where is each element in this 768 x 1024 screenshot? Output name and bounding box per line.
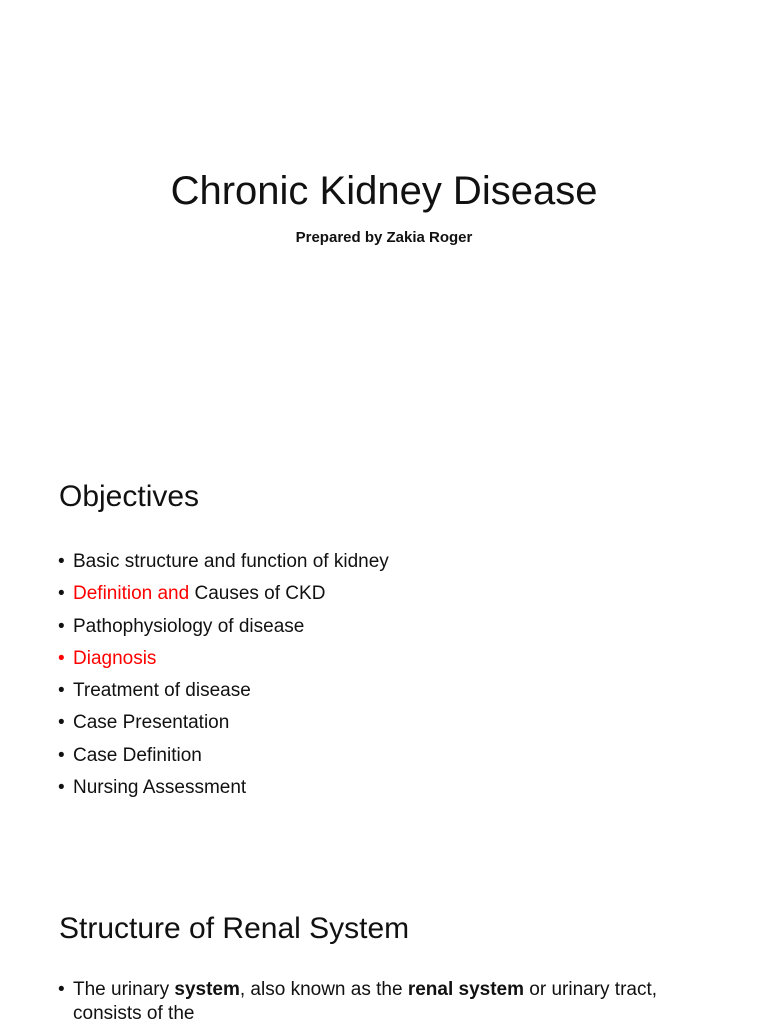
list-item <box>58 707 389 739</box>
bold-term: renal system <box>407 979 524 1000</box>
bullet-icon: • <box>58 979 65 1000</box>
objectives-list <box>58 546 389 804</box>
item-text: The urinary <box>73 979 175 1000</box>
list-item <box>58 978 718 1024</box>
presentation-title: Chronic Kidney Disease <box>170 169 598 213</box>
item-text: Treatment of disease <box>73 680 251 702</box>
presentation-subtitle: Prepared by Zakia Roger <box>295 229 473 246</box>
item-text: or urinary tract, consists of the <box>73 979 658 1024</box>
bullet-icon: • <box>58 744 65 766</box>
bullet-icon: • <box>58 647 65 669</box>
item-text: , also known as the <box>239 979 408 1000</box>
item-text: Causes of CKD <box>194 583 326 605</box>
item-text: Nursing Assessment <box>73 777 247 799</box>
highlighted-text: Diagnosis <box>73 647 157 669</box>
objectives-slide <box>0 432 768 864</box>
title-slide <box>0 0 768 432</box>
renal-structure-heading: Structure of Renal System <box>59 912 410 945</box>
highlighted-text: Definition and <box>73 583 195 605</box>
bullet-icon: • <box>58 583 65 605</box>
item-text: Pathophysiology of disease <box>73 615 305 637</box>
bullet-icon: • <box>58 551 65 572</box>
list-item <box>58 772 389 804</box>
item-text: Basic structure and function of kidney <box>73 551 389 572</box>
bullet-icon: • <box>58 680 65 702</box>
item-text: Case Definition <box>73 744 202 766</box>
bold-term: system <box>174 979 240 1000</box>
bullet-icon: • <box>58 615 65 637</box>
objectives-heading: Objectives <box>59 480 200 513</box>
list-item <box>58 546 389 578</box>
list-item <box>58 675 389 707</box>
bullet-icon: • <box>58 712 65 734</box>
list-item <box>58 611 389 643</box>
renal-structure-list <box>58 978 718 1024</box>
list-item <box>58 578 389 610</box>
bullet-icon: • <box>58 777 65 799</box>
list-item <box>58 740 389 772</box>
renal-structure-slide <box>0 864 768 1024</box>
item-text: Case Presentation <box>73 712 230 734</box>
list-item <box>58 643 389 675</box>
